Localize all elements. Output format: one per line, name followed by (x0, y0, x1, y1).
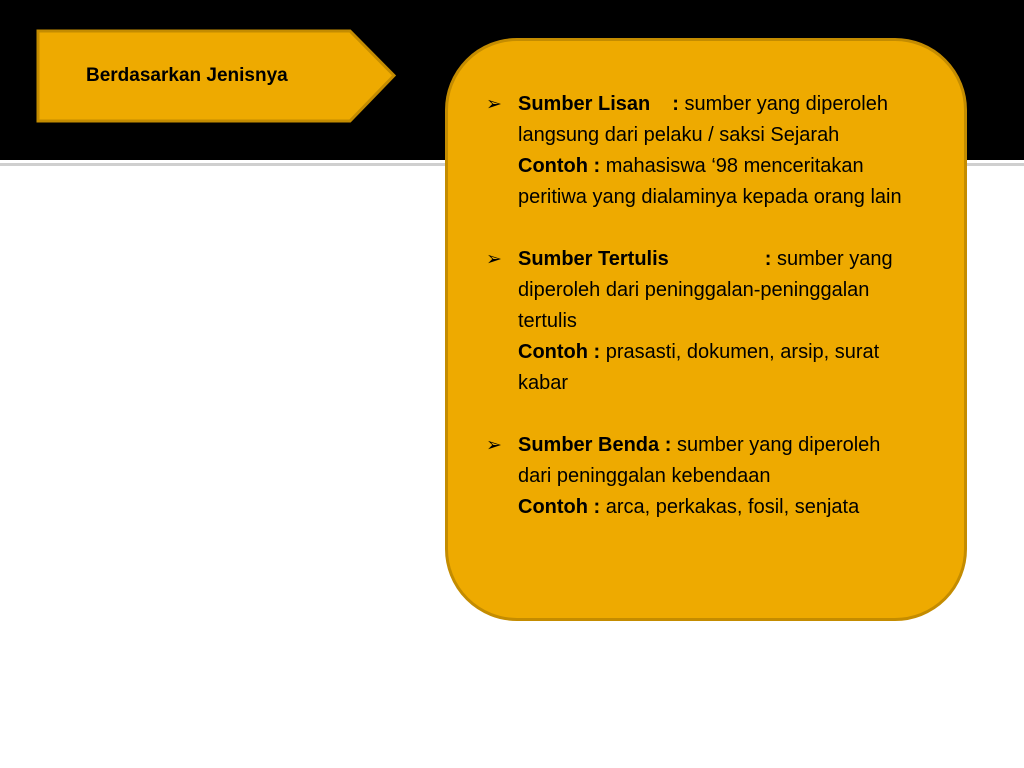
example-label: Contoh : (518, 496, 601, 518)
item-definition: sumber yang diperoleh dari peninggalan-peninggalan tertulis (518, 248, 893, 332)
content-card (445, 38, 967, 621)
item-term: Sumber Tertulis (518, 248, 669, 270)
list-item-sumber-tertulis (486, 244, 916, 399)
arrow-bullet-icon: ➢ (486, 435, 502, 456)
item-example: prasasti, dokumen, arsip, surat kabar (518, 341, 880, 394)
item-example: arca, perkakas, fosil, senjata (605, 496, 860, 518)
item-separator: : (664, 434, 672, 456)
item-definition: sumber yang diperoleh dari peninggalan kebendaan (518, 434, 881, 487)
item-separator: : (764, 248, 772, 270)
list-item-sumber-benda (486, 430, 916, 523)
title-pentagon (36, 29, 398, 124)
item-term: Sumber Benda (518, 434, 660, 456)
list-item-sumber-lisan (486, 89, 916, 213)
item-term: Sumber Lisan (518, 93, 651, 115)
item-example: mahasiswa ‘98 menceritakan peritiwa yang dialaminya kepada orang lain (518, 155, 902, 208)
item-separator: : (672, 93, 679, 115)
example-label: Contoh : (518, 155, 601, 177)
example-label: Contoh : (518, 341, 601, 363)
arrow-bullet-icon: ➢ (486, 249, 502, 270)
item-definition: sumber yang diperoleh langsung dari pelaku / saksi Sejarah (518, 93, 888, 146)
arrow-bullet-icon: ➢ (486, 94, 502, 115)
slide-title: Berdasarkan Jenisnya (86, 65, 288, 86)
source-type-list (486, 89, 916, 523)
